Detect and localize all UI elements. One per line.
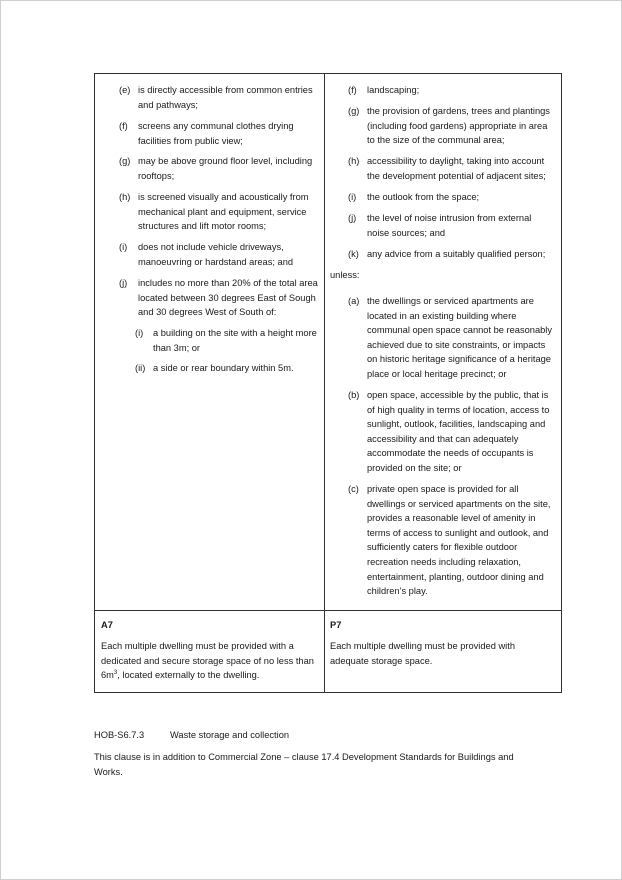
item-line: sunlight, outlook, facilities, landscaping and xyxy=(367,419,546,430)
item-label: (k) xyxy=(348,249,359,259)
item-label: (i) xyxy=(119,242,128,252)
standards-table xyxy=(94,73,562,693)
left-item-j xyxy=(119,276,318,320)
left-item-h xyxy=(119,190,309,234)
item-line: sufficiently caters for flexible outdoor xyxy=(367,542,518,553)
item-label: (g) xyxy=(119,156,131,166)
item-line: dwellings or serviced apartments on the site, xyxy=(367,498,551,509)
item-line: entertainment, planting, outdoor dining and xyxy=(367,571,544,582)
item-line: provided on the site; or xyxy=(367,462,462,473)
item-line: the provision of gardens, trees and plantings xyxy=(367,106,550,116)
item-line: achieved due to site constraints, or impacts xyxy=(367,339,546,350)
item-line: includes no more than 20% of the total area xyxy=(138,278,318,288)
acceptable-line: dedicated and secure storage space of no less than xyxy=(101,655,314,666)
left-item-g xyxy=(119,154,312,183)
right-item-j xyxy=(348,211,531,240)
unless-label: unless: xyxy=(330,270,360,280)
section-title: Waste storage and collection xyxy=(170,730,290,740)
item-line: located between 30 degrees East of Sough xyxy=(138,292,316,303)
item-line: may be above ground floor level, including xyxy=(138,156,313,166)
item-label: (j) xyxy=(348,213,357,223)
exception-a xyxy=(348,294,552,382)
item-line: a building on the site with a height more xyxy=(153,328,317,338)
left-item-f xyxy=(119,119,294,148)
item-line: is directly accessible from common entries xyxy=(138,85,313,95)
acceptable-line: Each multiple dwelling must be provided with a xyxy=(101,641,294,651)
item-line: place or local heritage precinct; or xyxy=(367,368,507,379)
acceptable-heading: A7 xyxy=(101,620,113,630)
item-label: (g) xyxy=(348,106,360,116)
item-line: accessibility to daylight, taking into account xyxy=(367,156,545,166)
unit-text: 6m xyxy=(101,670,114,681)
left-item-i xyxy=(119,240,293,269)
performance-line: Each multiple dwelling must be provided with xyxy=(330,641,515,651)
item-line: mechanical plant and equipment, service xyxy=(138,206,307,217)
section-body-line: This clause is in addition to Commercial Zone – clause 17.4 Development Standards for Buildings and xyxy=(94,752,514,762)
item-label: (b) xyxy=(348,390,360,400)
item-label: (h) xyxy=(348,156,360,166)
item-label: (c) xyxy=(348,484,359,494)
item-line: (including food gardens) appropriate in area xyxy=(367,120,548,131)
exception-b xyxy=(348,388,549,476)
item-line: does not include vehicle driveways, xyxy=(138,242,284,252)
right-item-k xyxy=(348,247,545,262)
item-line: on historic heritage significance of a heritage xyxy=(367,354,551,365)
item-line: and pathways; xyxy=(138,99,198,110)
item-label: (i) xyxy=(348,192,357,202)
item-line: accessibility and that can adequately xyxy=(367,433,519,444)
item-line: noise sources; and xyxy=(367,227,446,238)
item-line: any advice from a suitably qualified person; xyxy=(367,249,546,259)
item-line: terms of access to sunlight and outlook, and xyxy=(367,527,549,538)
item-line: the outlook from the space; xyxy=(367,192,480,202)
item-label: (f) xyxy=(119,121,128,131)
item-label: (h) xyxy=(119,192,131,202)
item-line: facilities from public view; xyxy=(138,135,243,146)
left-item-e xyxy=(119,83,313,112)
item-line: than 3m; or xyxy=(153,342,201,353)
right-item-f xyxy=(348,83,419,98)
item-line: accommodate the needs of occupants is xyxy=(367,448,534,459)
item-line: private open space is provided for all xyxy=(367,484,519,494)
item-label: (ii) xyxy=(135,363,146,373)
acceptable-body xyxy=(101,639,314,683)
performance-line: adequate storage space. xyxy=(330,655,433,666)
item-line: provides a reasonable level of amenity in xyxy=(367,513,536,524)
exception-c xyxy=(348,482,550,599)
item-label: (i) xyxy=(135,328,144,338)
table-row-divider xyxy=(95,610,561,611)
right-item-h xyxy=(348,154,546,183)
left-subitem-i xyxy=(135,326,317,355)
item-line: the development potential of adjacent sites; xyxy=(367,170,546,181)
item-label: (f) xyxy=(348,85,357,95)
item-label: (e) xyxy=(119,85,131,95)
acceptable-line-tail: , located externally to the dwelling. xyxy=(117,670,260,681)
item-line: structures and lift motor rooms; xyxy=(138,221,267,232)
right-item-i xyxy=(348,190,479,205)
acceptable-line xyxy=(101,668,314,683)
right-item-g xyxy=(348,104,550,148)
item-line: manoeuvring or hardstand areas; and xyxy=(138,256,294,267)
performance-body xyxy=(330,639,515,668)
item-line: the level of noise intrusion from external xyxy=(367,213,532,223)
table-column-divider xyxy=(324,74,325,692)
item-label: (j) xyxy=(119,278,128,288)
item-line: open space, accessible by the public, that is xyxy=(367,390,549,400)
left-subitem-ii xyxy=(135,361,294,376)
performance-heading: P7 xyxy=(330,620,342,630)
section-body-line: Works. xyxy=(94,766,123,777)
item-line: to the size of the communal area; xyxy=(367,135,505,146)
item-line: recreation needs including relaxation, xyxy=(367,556,522,567)
item-line: children’s play. xyxy=(367,586,428,597)
item-line: a side or rear boundary within 5m. xyxy=(153,363,294,373)
item-line: communal open space cannot be reasonably xyxy=(367,325,553,336)
item-line: and 30 degrees West of South of: xyxy=(138,307,277,318)
unit-superscript: 3 xyxy=(113,670,118,677)
item-line: landscaping; xyxy=(367,85,420,95)
item-label: (a) xyxy=(348,296,360,306)
item-line: screens any communal clothes drying xyxy=(138,121,294,131)
item-line: located in an existing building where xyxy=(367,310,517,321)
section-body xyxy=(94,750,514,779)
item-line: the dwellings or serviced apartments are xyxy=(367,296,534,306)
item-line: rooftops; xyxy=(138,170,175,181)
section-number: HOB-S6.7.3 xyxy=(94,730,145,740)
item-line: is screened visually and acoustically from xyxy=(138,192,309,202)
item-line: of high quality in terms of location, access to xyxy=(367,404,550,415)
